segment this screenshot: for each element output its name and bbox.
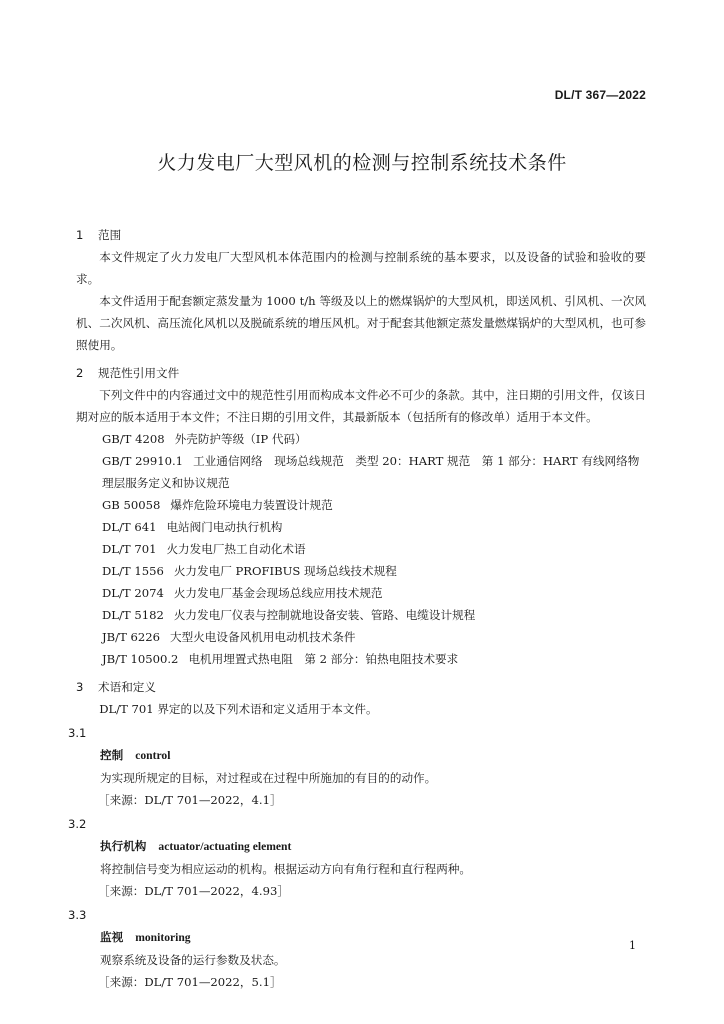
reference-title: 工业通信网络 现场总线规范 类型 20：HART 规范 第 1 部分：HART 有线网络物理层服务定义和协议规范 <box>102 454 640 490</box>
section-heading-terms-definitions <box>76 676 646 698</box>
reference-item <box>76 626 646 648</box>
term-number: 3.2 <box>68 817 87 831</box>
document-code: DL/T 367—2022 <box>554 88 646 102</box>
reference-title: 电站阀门电动执行机构 <box>166 520 283 534</box>
term-source: ［来源：DL/T 701—2022，5.1］ <box>98 975 282 989</box>
reference-item <box>76 428 646 450</box>
reference-code: DL/T 641 <box>102 520 157 534</box>
section-title: 规范性引用文件 <box>98 366 180 380</box>
reference-code: GB 50058 <box>102 498 161 512</box>
section-heading-scope <box>76 224 646 246</box>
term-heading <box>76 926 646 949</box>
reference-code: DL/T 1556 <box>102 564 164 578</box>
term-en: actuator/actuating element <box>158 840 292 853</box>
term-entry-actuator <box>68 813 646 902</box>
term-number: 3.3 <box>68 908 87 922</box>
paragraph: DL/T 701 界定的以及下列术语和定义适用于本文件。 <box>99 702 378 716</box>
reference-title: 爆炸危险环境电力装置设计规范 <box>170 498 333 512</box>
reference-code: DL/T 5182 <box>102 608 164 622</box>
reference-title: 电机用埋置式热电阻 第 2 部分：铂热电阻技术要求 <box>188 652 459 666</box>
reference-item <box>76 582 646 604</box>
reference-item <box>76 538 646 560</box>
reference-code: JB/T 10500.2 <box>102 652 179 666</box>
term-zh: 执行机构 <box>100 839 147 853</box>
reference-item <box>76 648 646 670</box>
term-heading <box>76 744 646 767</box>
paragraph: 本文件规定了火力发电厂大型风机本体范围内的检测与控制系统的基本要求，以及设备的试验和验收的要求。 <box>76 250 646 286</box>
section-heading-normative-references <box>76 362 646 384</box>
reference-code: GB/T 29910.1 <box>102 454 184 468</box>
term-en: monitoring <box>135 931 191 944</box>
reference-title: 大型火电设备风机用电动机技术条件 <box>170 630 356 644</box>
reference-item <box>76 604 646 626</box>
reference-item <box>76 494 646 516</box>
term-source: ［来源：DL/T 701—2022，4.93］ <box>98 884 289 898</box>
document-title: 火力发电厂大型风机的检测与控制系统技术条件 <box>157 152 567 174</box>
reference-title: 外壳防护等级（IP 代码） <box>174 432 307 446</box>
section-number: 3 <box>76 680 84 694</box>
term-zh: 监视 <box>100 930 124 944</box>
reference-code: DL/T 2074 <box>102 586 164 600</box>
reference-item <box>76 516 646 538</box>
term-entry-monitoring <box>68 904 646 993</box>
reference-title: 火力发电厂仪表与控制就地设备安装、管路、电缆设计规程 <box>173 608 476 622</box>
reference-code: GB/T 4208 <box>102 432 165 446</box>
term-definition: 观察系统及设备的运行参数及状态。 <box>100 953 286 967</box>
term-source: ［来源：DL/T 701—2022，4.1］ <box>98 793 282 807</box>
reference-title: 火力发电厂热工自动化术语 <box>166 542 306 556</box>
paragraph: 本文件适用于配套额定蒸发量为 1000 t/h 等级及以上的燃煤锅炉的大型风机，即送风机、引风机、一次风机、二次风机、高压流化风机以及脱硫系统的增压风机。对于配套其他额定蒸发量燃煤锅炉的大型风机，也可参照使用。 <box>76 294 646 352</box>
reference-title: 火力发电厂基金会现场总线应用技术规范 <box>173 586 383 600</box>
term-zh: 控制 <box>100 748 124 762</box>
reference-code: DL/T 701 <box>102 542 157 556</box>
term-heading <box>76 835 646 858</box>
term-number: 3.1 <box>68 726 87 740</box>
document-body <box>68 218 646 993</box>
section-title: 范围 <box>98 228 122 242</box>
reference-item <box>76 450 646 494</box>
reference-title: 火力发电厂 PROFIBUS 现场总线技术规程 <box>173 564 397 578</box>
term-definition: 将控制信号变为相应运动的机构。根据运动方向有角行程和直行程两种。 <box>100 862 472 876</box>
term-definition: 为实现所规定的目标，对过程或在过程中所施加的有目的的动作。 <box>100 771 437 785</box>
term-entry-control <box>68 722 646 811</box>
section-number: 1 <box>76 228 84 242</box>
paragraph: 下列文件中的内容通过文中的规范性引用而构成本文件必不可少的条款。其中，注日期的引用文件，仅该日期对应的版本适用于本文件；不注日期的引用文件，其最新版本（包括所有的修改单）适用于本文件。 <box>76 388 646 424</box>
term-en: control <box>135 749 171 762</box>
reference-code: JB/T 6226 <box>102 630 160 644</box>
section-title: 术语和定义 <box>98 680 156 694</box>
section-number: 2 <box>76 366 84 380</box>
reference-item <box>76 560 646 582</box>
page-number: 1 <box>629 939 636 952</box>
